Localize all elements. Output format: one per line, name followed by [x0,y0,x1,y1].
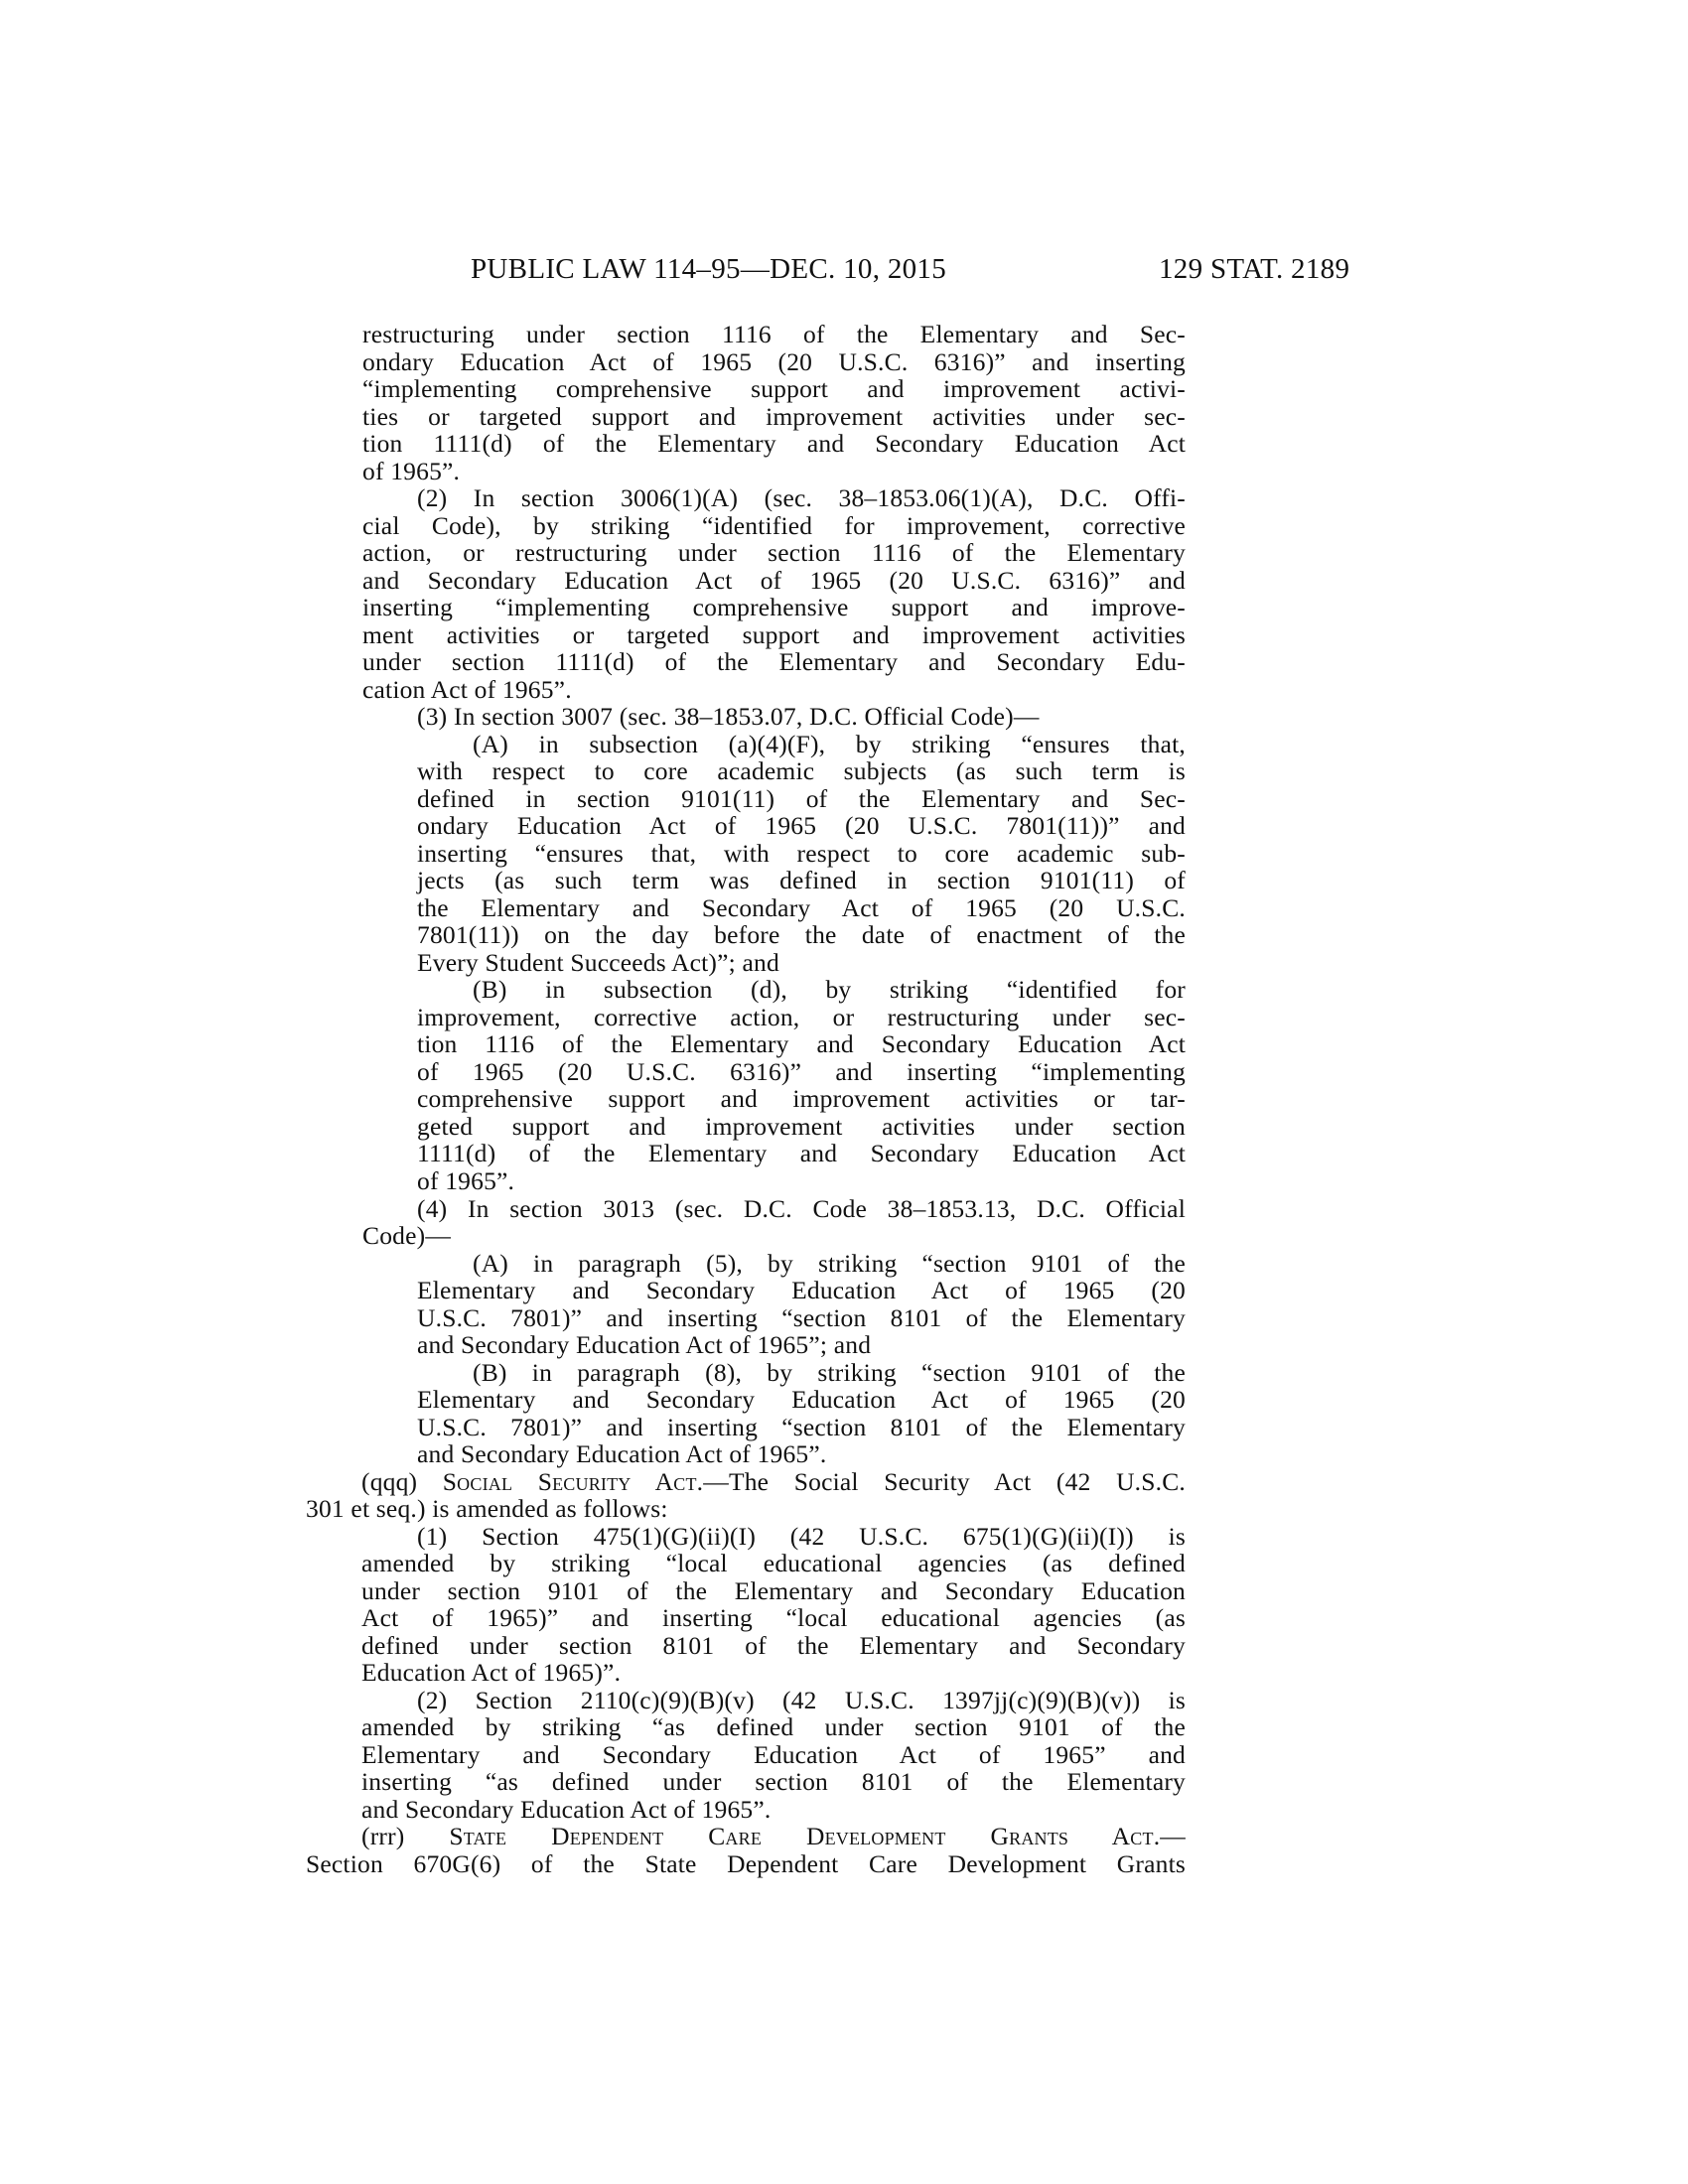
text-line: U.S.C. 7801)” and inserting “section 8101 of the Elementary [417,1412,1186,1441]
text-line: restructuring under section 1116 of the Elementary and Sec- [362,320,1186,348]
text-segment: (qqq) [361,1466,443,1496]
text-line: comprehensive support and improvement activities or tar- [417,1084,1186,1114]
text-line: cation Act of 1965”. [362,674,572,704]
text-line: and Secondary Education Act of 1965”. [417,1439,827,1469]
text-line: Section 670G(6) of the State Dependent Care Development Grants [306,1848,1186,1878]
text-line: of 1965”. [417,1165,515,1195]
text-line: (2) Section 2110(c)(9)(B)(v) (42 U.S.C. 1397jj(c)(9)(B)(v)) is [417,1685,1186,1714]
paragraph [0,976,1688,1194]
paragraph [0,1468,1688,1523]
text-line: (4) In section 3013 (sec. D.C. Code 38–1853.13, D.C. Official [417,1193,1186,1223]
text-line: ment activities or targeted support and improvement activities [362,619,1186,649]
text-line: geted support and improvement activities under section [417,1111,1186,1141]
paragraph [0,703,1688,731]
text-line: (1) Section 475(1)(G)(ii)(I) (42 U.S.C. 675(1)(G)(ii)(I)) is [417,1521,1186,1551]
text-line: defined under section 8101 of the Elementary and Secondary [361,1630,1186,1660]
text-line: with respect to core academic subjects (as such term is [417,756,1186,786]
text-line: Elementary and Secondary Education Act of 1965” and [361,1739,1186,1769]
text-line: tion 1116 of the Elementary and Secondary Education Act [417,1029,1186,1059]
text-line: inserting “ensures that, with respect to core academic sub- [417,838,1186,868]
text-line: jects (as such term was defined in section 9101(11) of [417,866,1186,895]
text-line: and Secondary Education Act of 1965 (20 U.S.C. 6316)” and [362,565,1186,595]
text-line: cial Code), by striking “identified for improvement, corrective [362,510,1186,540]
text-line: and Secondary Education Act of 1965”; and [417,1330,872,1360]
text-line: 1111(d) of the Elementary and Secondary Education Act [417,1139,1186,1168]
paragraph [0,731,1688,977]
text-line: amended by striking “local educational agencies (as defined [361,1549,1186,1578]
text-line: ondary Education Act of 1965 (20 U.S.C. 7801(11))” and [417,811,1186,841]
text-line: of 1965”. [362,456,461,485]
text-line: ties or targeted support and improvement activities under sec- [362,401,1186,431]
paragraph [0,1823,1688,1877]
text-line [361,1823,1186,1850]
text-line: inserting “implementing comprehensive support and improve- [362,593,1186,622]
text-line: of 1965 (20 U.S.C. 6316)” and inserting “implementing [417,1056,1186,1086]
text-line [361,1468,1186,1496]
text-line: (B) in paragraph (8), by striking “section 9101 of the [473,1357,1186,1387]
text-segment: .— [1153,1822,1186,1851]
text-line: amended by striking “as defined under section 9101 of the [361,1712,1186,1742]
section-heading: Social Security Act [442,1466,697,1496]
text-segment: .—The Social Security Act (42 U.S.C. [696,1466,1186,1496]
section-heading: State Dependent Care Development Grants Act [449,1822,1154,1851]
paragraph [0,1523,1688,1687]
text-line: defined in section 9101(11) of the Elementary and Sec- [417,783,1186,813]
text-line: 7801(11)) on the day before the date of enactment of the [417,920,1186,950]
text-line: under section 1111(d) of the Elementary and Secondary Edu- [362,647,1186,677]
text-line: 301 et seq.) is amended as follows: [306,1494,668,1524]
text-line: under section 9101 of the Elementary and Secondary Education [361,1575,1186,1605]
text-line: ondary Education Act of 1965 (20 U.S.C. 6316)” and inserting [362,346,1186,376]
text-line: U.S.C. 7801)” and inserting “section 8101 of the Elementary [417,1302,1186,1332]
text-line: tion 1111(d) of the Elementary and Secondary Education Act [362,429,1186,459]
text-segment: (rrr) [361,1822,450,1851]
paragraph [0,321,1688,484]
text-line: Act of 1965)” and inserting “local educational agencies (as [361,1603,1186,1633]
page-number: 129 STAT. 2189 [1159,253,1350,285]
text-line: (3) In section 3007 (sec. 38–1853.07, D.C. Official Code)— [417,702,1040,732]
paragraph [0,1195,1688,1250]
running-header-title: PUBLIC LAW 114–95—DEC. 10, 2015 [471,253,947,285]
text-line: (B) in subsection (d), by striking “identified for [473,975,1186,1005]
text-line: (2) In section 3006(1)(A) (sec. 38–1853.06(1)(A), D.C. Offi- [417,483,1186,513]
text-line: “implementing comprehensive support and improvement activi- [362,374,1186,404]
text-line: Elementary and Secondary Education Act of 1965 (20 [417,1276,1186,1305]
text-line: the Elementary and Secondary Act of 1965 (20 U.S.C. [417,892,1186,922]
document-body [0,321,1688,1877]
text-line: inserting “as defined under section 8101 of the Elementary [361,1767,1186,1797]
paragraph [0,1250,1688,1359]
text-line: and Secondary Education Act of 1965”. [361,1794,772,1824]
paragraph [0,1359,1688,1468]
text-line: Code)— [362,1221,452,1251]
text-line: Elementary and Secondary Education Act of 1965 (20 [417,1385,1186,1415]
text-line: (A) in subsection (a)(4)(F), by striking “ensures that, [473,729,1186,758]
text-line: improvement, corrective action, or restructuring under sec- [417,1002,1186,1031]
paragraph [0,1687,1688,1824]
paragraph [0,484,1688,703]
text-line: Every Student Succeeds Act)”; and [417,947,779,977]
text-line: Education Act of 1965)”. [361,1658,622,1688]
text-line: (A) in paragraph (5), by striking “section 9101 of the [473,1248,1186,1278]
text-line: action, or restructuring under section 1116 of the Elementary [362,538,1186,568]
